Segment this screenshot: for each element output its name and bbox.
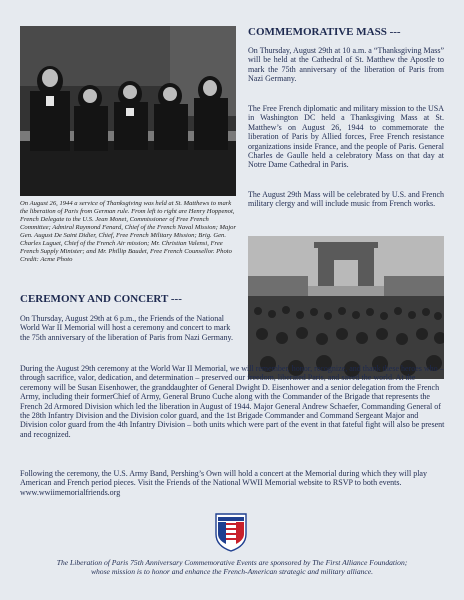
- ceremony-paragraph-2: During the August 29th ceremony at the World War II Memorial, we will remember, honor, recognize, and thank these heroes who – through sacrifice, valor, dedication, and determination – preserved our freedom, liberated Paris, and saved the world. At the ceremony will be Susan Eisenhower, the granddaughter of General Dwight D. Eisenhower and a senior delegation from the French Army, including their formerChief of Army, General Bruno Cuche along with the Commander of the Brigade that represents the French 2d Armored Division which led the liberation in August of 1944. Major General Andrew Schaefer, Commanding General of the 28th Infantry Division and the Division color guard, and the 1st Brigade Commander and Command Sergeant Major and Division color guard from the 4th Infantry Division – both units which were part of the event in that fateful fight will also be present and recognized.: [20, 364, 445, 439]
- first-alliance-seal-logo: [214, 510, 248, 552]
- thanksgiving-service-photo: [20, 26, 236, 196]
- photo-caption: On August 26, 1944 a service of Thanksgiving was held at St. Matthews to mark the liberation of Paris from German rule. From left to right are Henry Hoppenot, French Delegate to the U.S. Jean Monet, Commissioner of Free French Committee; Admiral Raymond Fenard, Chief of the French Naval Mission; Major Gen. August De Saint Didier, Chief, Free French Military Mission; Brig. Gen. Charles Luguet, Chief of the French Air mission; Mr. Christian Valensi, Free French Supply Minister; and Mr. Phillip Baudet, Free French Counsellor. Photo Credit: Acme Photo: [20, 200, 237, 263]
- sponsor-footer: [10, 558, 454, 576]
- footer-line-1: The Liberation of Paris 75th Anniversary Commemorative Events are sponsored by The First Alliance Foundation;: [56, 558, 408, 567]
- mass-paragraph-3: The August 29th Mass will be celebrated by U.S. and French military clergy and will include music from French works.: [248, 190, 444, 209]
- ceremony-paragraph-3: Following the ceremony, the U.S. Army Band, Pershing’s Own will hold a concert at the Memorial during which they will play American and French period pieces. Visit the Friends of the National WWII Memorial website to RSVP to both events. www.wwiimemorialfriends.org: [20, 469, 427, 497]
- ceremony-paragraph-1: On Thursday, August 29th at 6 p.m., the Friends of the National World War II Memorial will host a ceremony and concert to mark the 75th anniversary of the liberation of Paris from Nazi Germany.: [20, 314, 233, 342]
- mass-paragraph-1: On Thursday, August 29th at 10 a.m. a “Thanksgiving Mass” will be held at the Cathedral of St. Matthew the Apostle to mark the 75th anniversary of the liberation of Paris from Nazi Germany.: [248, 46, 444, 84]
- mass-paragraph-2: The Free French diplomatic and military mission to the USA in Washington DC held a Thanksgiving Mass at St. Matthew’s on August 26, 1944 to commemorate the liberation of Paris by Allied forces, Free French resistance organizations inside France, and the people of Paris. General Charles de Gaulle held a celebratory Mass on that day at Notre Dame Cathedral in Paris.: [248, 104, 444, 170]
- arc-de-triomphe-parade-photo: [248, 236, 444, 379]
- footer-line-2: whose mission is to honor and enhance the French-American strategic and military alliance.: [90, 567, 374, 576]
- commemorative-mass-heading: COMMEMORATIVE MASS ---: [248, 26, 401, 38]
- ceremony-concert-heading: CEREMONY AND CONCERT ---: [20, 293, 182, 305]
